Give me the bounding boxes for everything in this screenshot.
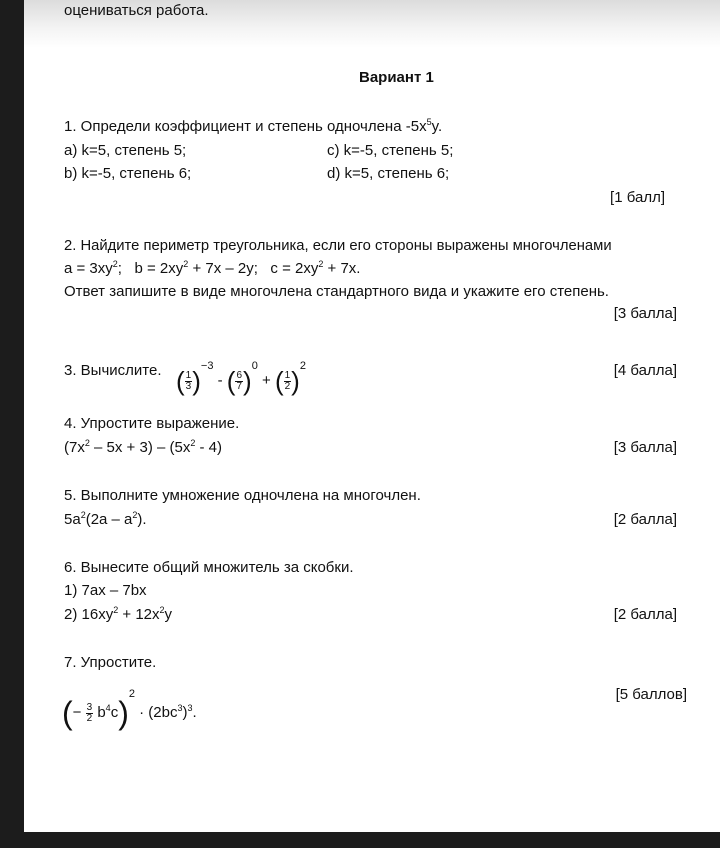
q3-text: 3. Вычислите. (64, 362, 162, 379)
q4-expression: $(7x^2 - 5x + 3) - (5x^2 - 4)$ (64, 438, 223, 456)
q4-score: [3 балла] (613, 439, 677, 456)
q3-score: [4 балла] (613, 362, 677, 379)
q5-score: [2 балла] (613, 511, 677, 528)
q7-text: 7. Упростите. (64, 654, 157, 671)
fraction-6-7: $\frac{6}{7}$ (236, 369, 243, 392)
q7-score: [5 баллов] (615, 686, 687, 703)
q3-expression: ( $\frac{1}{3}$ )$^{-3}$ - ( $\frac{6}{7}$ )$^0$ + ( $\frac{1}{2}$ )$^2$ (176, 360, 306, 397)
q1-text: 1. Определи коэффициент и степень одночлена $-5x^5y$. (64, 117, 443, 135)
q6-score: [2 балла] (613, 606, 677, 623)
q1-option-c: c) k=-5, степень 5; (327, 142, 454, 159)
q5-text: 5. Выполните умножение одночлена на многочлен. (64, 487, 421, 504)
header-cut-text: оцениваться работа. (64, 2, 209, 19)
q1-option-a: a) k=5, степень 5; (64, 142, 187, 159)
q6-item-1: 1) 7ax – 7bx (64, 582, 147, 599)
q6-text: 6. Вынесите общий множитель за скобки. (64, 559, 354, 576)
q1-score: [1 балл] (610, 189, 665, 206)
q2-sides: $a = 3xy^2$; $b = 2xy^2 + 7x - 2y$; $c = 2xy^2 + 7x$. (64, 259, 361, 277)
q1-option-d: d) k=5, степень 6; (327, 165, 450, 182)
fraction-3-2: $\frac{3}{2}$ (86, 701, 93, 724)
fraction-1-2: $\frac{1}{2}$ (284, 369, 291, 392)
q2-instruction: Ответ запишите в виде многочлена стандартного вида и укажите его степень. (64, 283, 609, 300)
fraction-1-3: $\frac{1}{3}$ (185, 369, 192, 392)
q5-expression: $5a^2(2a - a^2)$. (64, 510, 147, 528)
q4-text: 4. Упростите выражение. (64, 415, 240, 432)
q1-option-b: b) k=-5, степень 6; (64, 165, 192, 182)
q7-expression: (− $\frac{3}{2}$ $b^4c)^2 \cdot (2bc^3)^3$. (62, 688, 197, 732)
q2-score: [3 балла] (613, 305, 677, 322)
q2-text: 2. Найдите периметр треугольника, если его стороны выражены многочленами (64, 238, 612, 254)
q6-item-2: 2) $16xy^2 + 12x^2y$ (64, 605, 173, 623)
document-page (24, 0, 720, 832)
variant-title: Вариант 1 (359, 69, 434, 86)
